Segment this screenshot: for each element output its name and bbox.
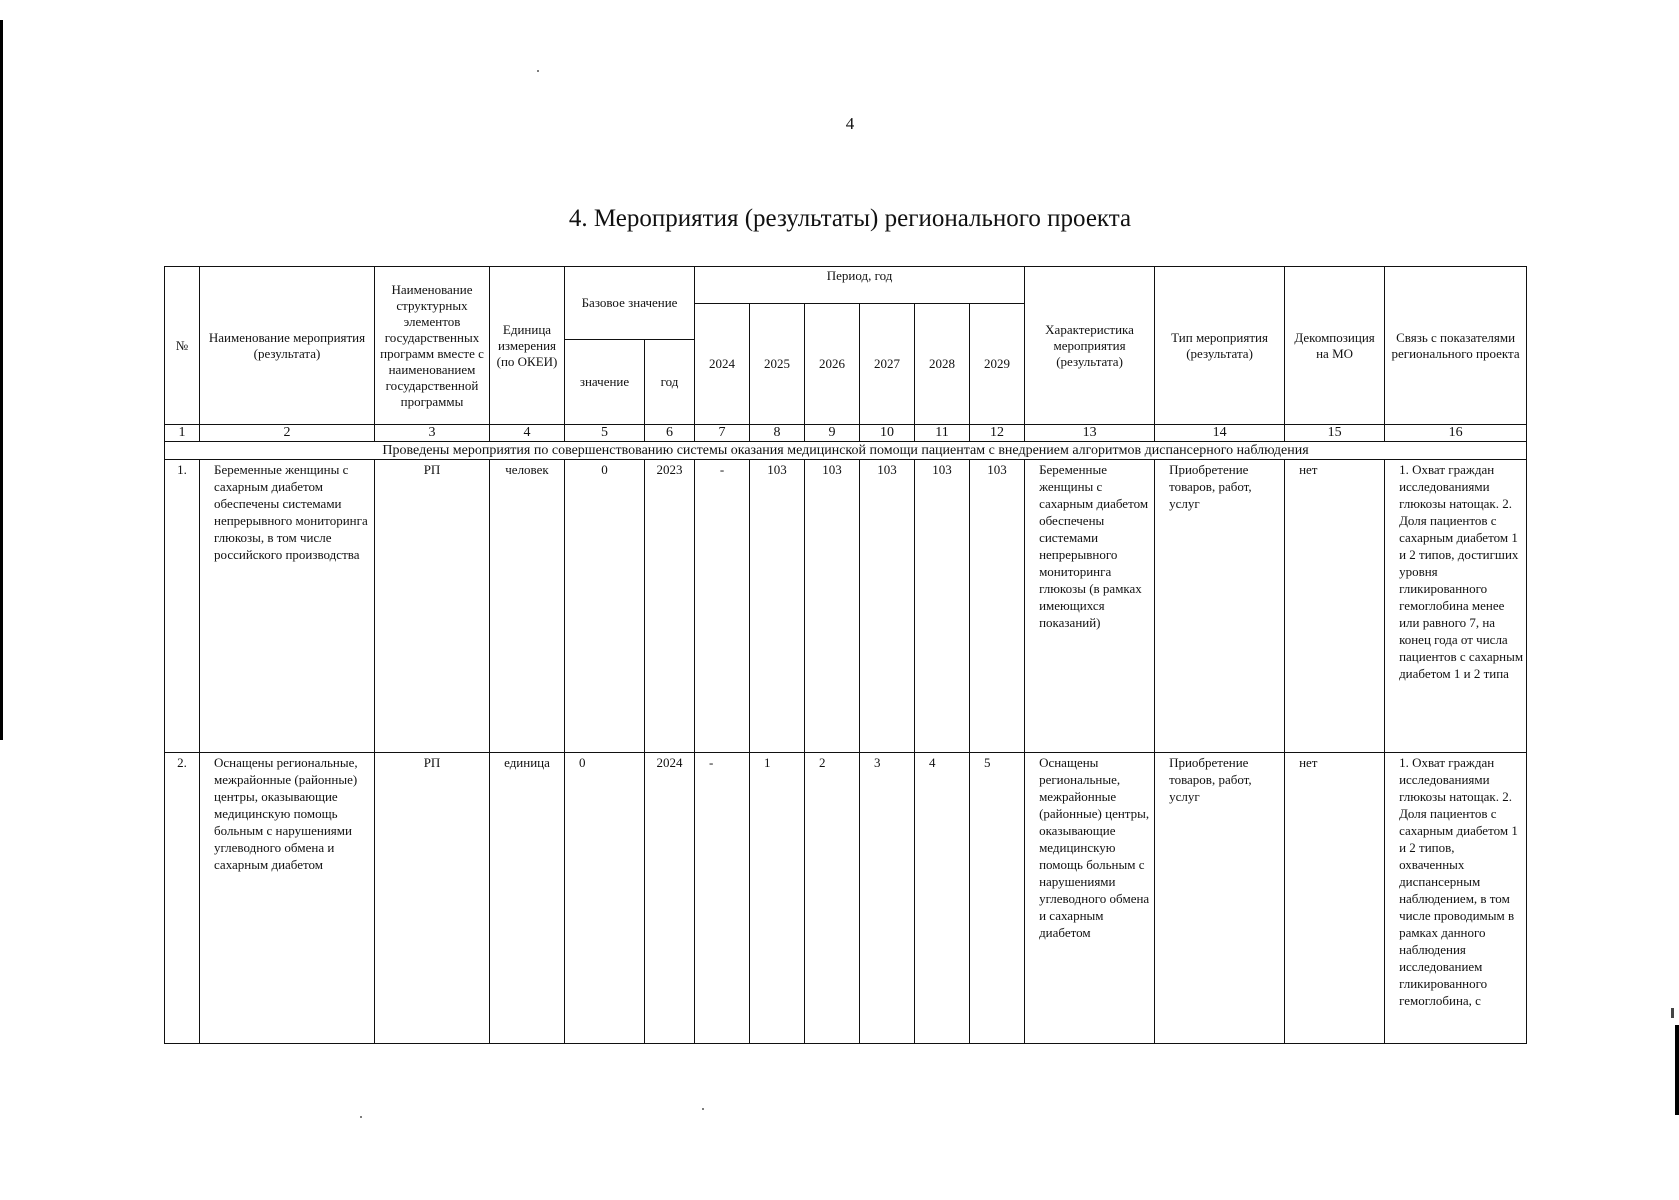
header-decomposition: Декомпозиция на МО bbox=[1285, 267, 1385, 425]
column-number: 16 bbox=[1385, 425, 1527, 442]
page-title: 4. Мероприятия (результаты) регионального проекта bbox=[568, 205, 1132, 232]
header-year: 2029 bbox=[970, 304, 1025, 425]
row-value-2025: 103 bbox=[750, 460, 805, 753]
scan-edge-mark bbox=[1671, 1008, 1674, 1018]
column-number: 8 bbox=[750, 425, 805, 442]
header-year: 2025 bbox=[750, 304, 805, 425]
table-row bbox=[165, 753, 1527, 1044]
column-number: 4 bbox=[490, 425, 565, 442]
header-base-value: значение bbox=[565, 340, 645, 425]
row-value-2024: - bbox=[695, 753, 750, 1044]
column-number: 12 bbox=[970, 425, 1025, 442]
header-year: 2026 bbox=[805, 304, 860, 425]
row-unit: человек bbox=[490, 460, 565, 753]
row-value-2026: 103 bbox=[805, 460, 860, 753]
row-decomposition: нет bbox=[1285, 753, 1385, 1044]
column-number: 14 bbox=[1155, 425, 1285, 442]
row-value-2024: - bbox=[695, 460, 750, 753]
column-number: 6 bbox=[645, 425, 695, 442]
header-struct: Наименование структурных элементов государственных программ вместе с наименованием государственной программы bbox=[375, 267, 490, 425]
header-period: Период, год bbox=[695, 267, 1025, 304]
column-number: 1 bbox=[165, 425, 200, 442]
header-year: 2024 bbox=[695, 304, 750, 425]
events-table bbox=[164, 266, 1526, 1044]
row-value-2029: 5 bbox=[970, 753, 1025, 1044]
scan-speck bbox=[702, 1108, 704, 1110]
row-name: Беременные женщины с сахарным диабетом обеспечены системами непрерывного мониторинга глюкозы, в том числе российского производства bbox=[200, 460, 375, 753]
column-number: 11 bbox=[915, 425, 970, 442]
row-name: Оснащены региональные, межрайонные (районные) центры, оказывающие медицинскую помощь больным с нарушениями углеводного обмена и сахарным диабетом bbox=[200, 753, 375, 1044]
column-number: 5 bbox=[565, 425, 645, 442]
header-unit: Единица измерения (по ОКЕИ) bbox=[490, 267, 565, 425]
scan-speck bbox=[537, 70, 539, 72]
header-link: Связь с показателями регионального проекта bbox=[1385, 267, 1527, 425]
scan-speck bbox=[360, 1116, 362, 1118]
row-base-value: 0 bbox=[565, 460, 645, 753]
row-value-2028: 4 bbox=[915, 753, 970, 1044]
row-characteristic: Беременные женщины с сахарным диабетом обеспечены системами непрерывного мониторинга глюкозы (в рамках имеющихся показаний) bbox=[1025, 460, 1155, 753]
header-name: Наименование мероприятия (результата) bbox=[200, 267, 375, 425]
column-number: 3 bbox=[375, 425, 490, 442]
row-value-2026: 2 bbox=[805, 753, 860, 1044]
row-type: Приобретение товаров, работ, услуг bbox=[1155, 460, 1285, 753]
row-struct: РП bbox=[375, 460, 490, 753]
header-base: Базовое значение bbox=[565, 267, 695, 340]
header-type: Тип мероприятия (результата) bbox=[1155, 267, 1285, 425]
column-number: 10 bbox=[860, 425, 915, 442]
row-characteristic: Оснащены региональные, межрайонные (районные) центры, оказывающие медицинскую помощь больным с нарушениями углеводного обмена и сахарным диабетом bbox=[1025, 753, 1155, 1044]
section-title: Проведены мероприятия по совершенствованию системы оказания медицинской помощи пациентам с внедрением алгоритмов диспансерного наблюдения bbox=[165, 442, 1527, 460]
scan-edge-right bbox=[1675, 1025, 1679, 1115]
row-link: 1. Охват граждан исследованиями глюкозы натощак. 2. Доля пациентов с сахарным диабетом 1 и 2 типов, охваченных диспансерным наблюдением, в том числе проводимым в рамках данного наблюдения исследованием гликированного гемоглобина, с bbox=[1385, 753, 1527, 1044]
column-number: 2 bbox=[200, 425, 375, 442]
row-base-year: 2023 bbox=[645, 460, 695, 753]
column-number: 15 bbox=[1285, 425, 1385, 442]
row-value-2029: 103 bbox=[970, 460, 1025, 753]
row-base-year: 2024 bbox=[645, 753, 695, 1044]
table-row bbox=[165, 460, 1527, 753]
row-value-2027: 3 bbox=[860, 753, 915, 1044]
header-base-year: год bbox=[645, 340, 695, 425]
row-value-2027: 103 bbox=[860, 460, 915, 753]
row-struct: РП bbox=[375, 753, 490, 1044]
row-unit: единица bbox=[490, 753, 565, 1044]
header-num: № bbox=[165, 267, 200, 425]
header-year: 2028 bbox=[915, 304, 970, 425]
row-value-2025: 1 bbox=[750, 753, 805, 1044]
row-type: Приобретение товаров, работ, услуг bbox=[1155, 753, 1285, 1044]
row-num: 1. bbox=[165, 460, 200, 753]
column-number: 13 bbox=[1025, 425, 1155, 442]
header-year: 2027 bbox=[860, 304, 915, 425]
row-decomposition: нет bbox=[1285, 460, 1385, 753]
row-num: 2. bbox=[165, 753, 200, 1044]
header-characteristic: Характеристика мероприятия (результата) bbox=[1025, 267, 1155, 425]
row-base-value: 0 bbox=[565, 753, 645, 1044]
page-number: 4 bbox=[845, 114, 855, 133]
row-value-2028: 103 bbox=[915, 460, 970, 753]
row-link: 1. Охват граждан исследованиями глюкозы натощак. 2. Доля пациентов с сахарным диабетом 1 и 2 типов, достигших уровня гликированного гемоглобина менее или равного 7, на конец года от числа пациентов с сахарным диабетом 1 и 2 типа bbox=[1385, 460, 1527, 753]
column-number: 7 bbox=[695, 425, 750, 442]
column-number: 9 bbox=[805, 425, 860, 442]
